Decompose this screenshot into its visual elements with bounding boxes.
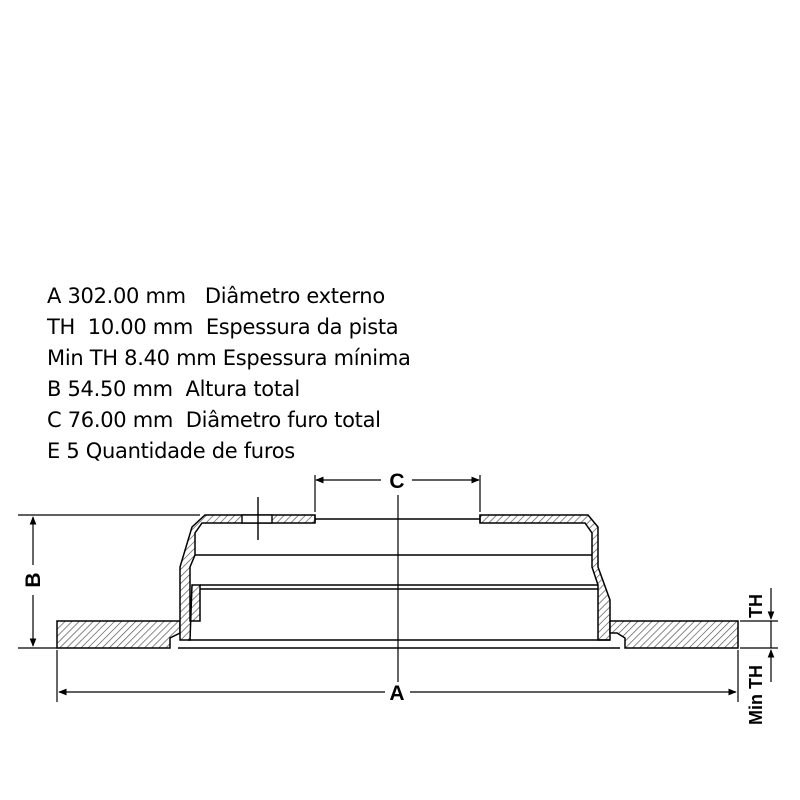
- label-c: C: [389, 470, 405, 493]
- spec-min-thickness: Min TH 8.40 mm Espessura mínima: [47, 346, 411, 370]
- label-th: TH: [746, 594, 766, 618]
- left-hat-wall: [180, 515, 315, 640]
- spec-center-bore: C 76.00 mm Diâmetro furo total: [47, 408, 381, 432]
- spec-hole-count: E 5 Quantidade de furos: [47, 439, 295, 463]
- right-friction-ring: [610, 621, 738, 648]
- label-min-th: Min TH: [746, 665, 766, 725]
- spec-total-height: B 54.50 mm Altura total: [47, 377, 300, 401]
- top-hub-flange: [480, 515, 610, 640]
- left-friction-ring: [57, 621, 180, 648]
- spec-thickness: TH 10.00 mm Espessura da pista: [47, 315, 399, 339]
- label-a: A: [389, 682, 405, 705]
- label-b: B: [22, 572, 45, 588]
- spec-outer-diameter: A 302.00 mm Diâmetro externo: [47, 284, 385, 308]
